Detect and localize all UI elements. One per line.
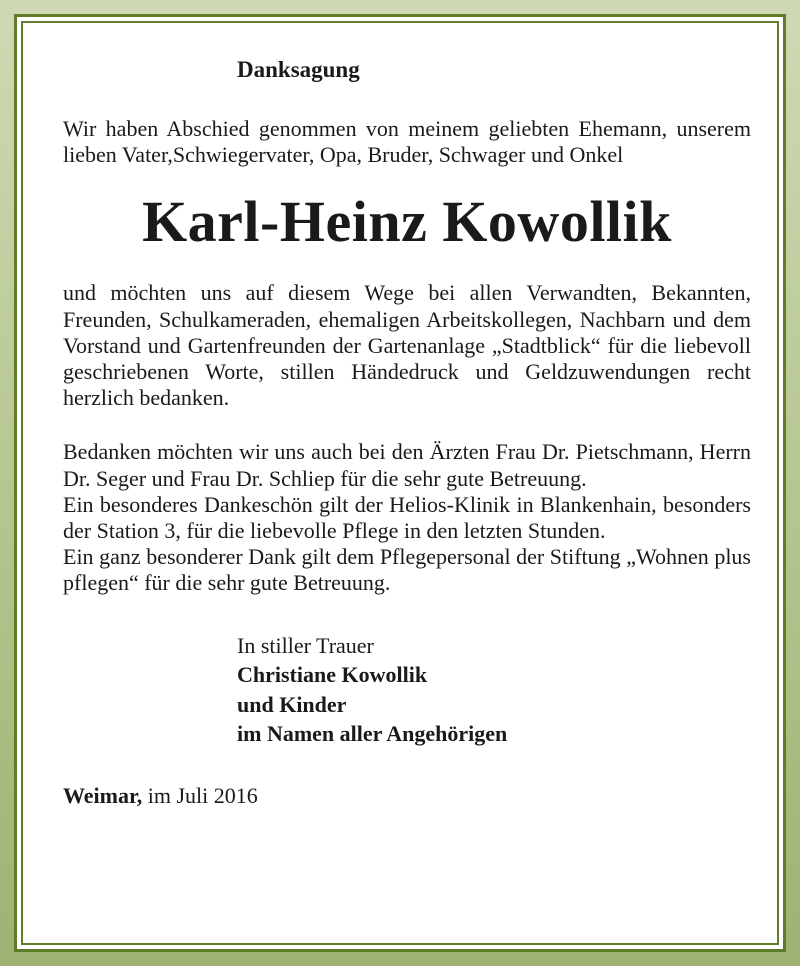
signature-mourning: In stiller Trauer bbox=[237, 632, 374, 658]
signature-relatives: im Namen aller Angehörigen bbox=[237, 721, 508, 747]
place-date-line bbox=[63, 783, 751, 809]
intro-paragraph: Wir haben Abschied genommen von meinem geliebten Ehemann, unserem lieben Vater,Schwiegervater, Opa, Bruder, Schwager und Onkel bbox=[63, 116, 751, 168]
signature-name: Christiane Kowollik bbox=[237, 662, 428, 688]
notice-date: im Juli 2016 bbox=[142, 782, 258, 808]
notice-heading: Danksagung bbox=[237, 57, 360, 82]
clinic-paragraph: Ein besonderes Dankeschön gilt der Helios-Klinik in Blankenhain, besonders der Station 3, für die liebevolle Pflege in den letzten Stunden. bbox=[63, 491, 751, 544]
paragraph-spacer bbox=[63, 411, 751, 439]
signature-children: und Kinder bbox=[237, 691, 347, 717]
place-name: Weimar, bbox=[63, 782, 143, 808]
care-paragraph: Ein ganz besonderer Dank gilt dem Pflegepersonal der Stiftung „Wohnen plus pflegen“ für die sehr gute Betreuung. bbox=[63, 544, 751, 596]
signature-block bbox=[63, 631, 751, 749]
doctors-paragraph: Bedanken möchten wir uns auch bei den Ärzten Frau Dr. Pietschmann, Herrn Dr. Seger und Frau Dr. Schliep für die sehr gute Betreuung. bbox=[63, 439, 751, 491]
notice-content bbox=[63, 56, 751, 809]
thanks-paragraph: und möchten uns auf diesem Wege bei allen Verwandten, Bekannten, Freunden, Schulkameraden, ehemaligen Arbeitskollegen, Nachbarn und dem Vorstand und Gartenfreunden der Gartenanlage „Stadtblick“ für die liebevoll geschriebenen Worte, stillen Händedruck und Geldzuwendungen recht herzlich bedanken. bbox=[63, 280, 751, 411]
deceased-name: Karl-Heinz Kowollik bbox=[142, 189, 672, 255]
